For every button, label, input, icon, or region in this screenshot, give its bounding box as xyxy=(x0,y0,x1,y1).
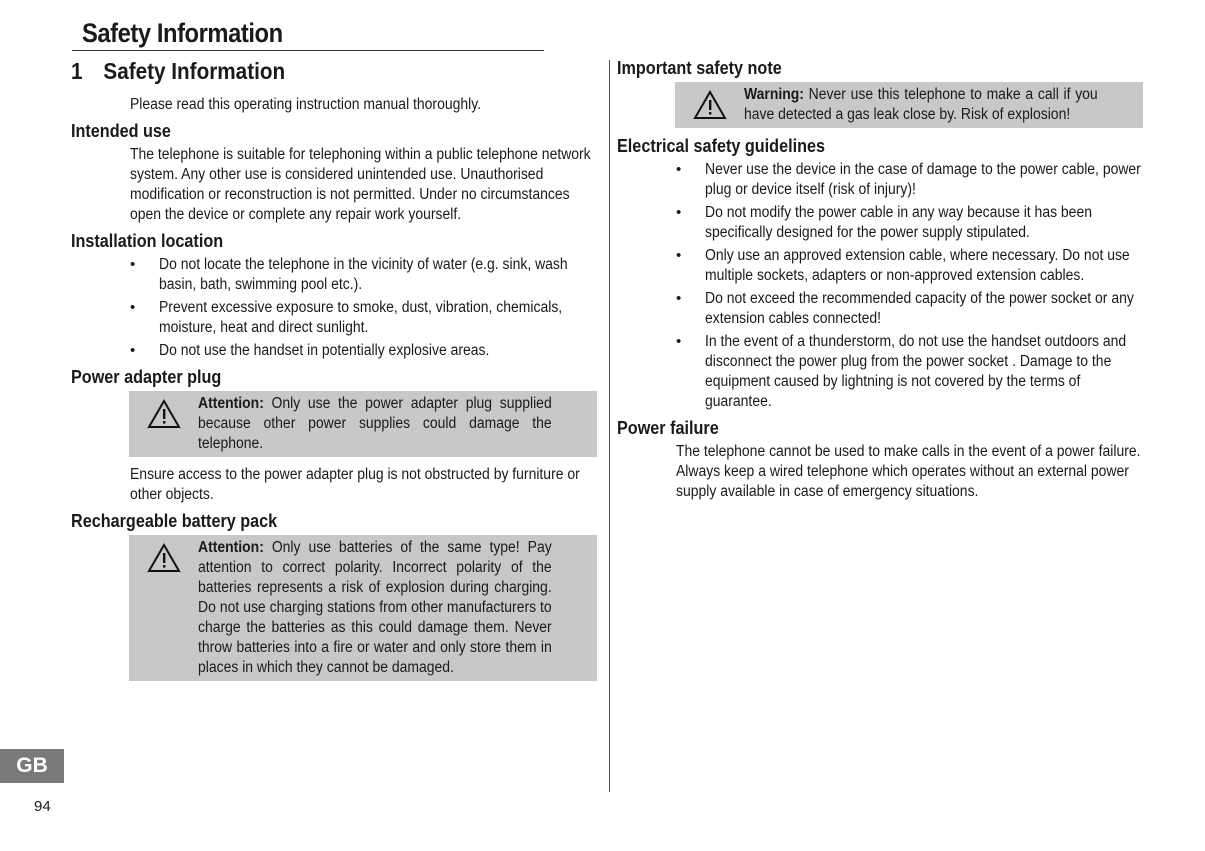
notice-label: Attention: xyxy=(198,395,264,412)
power-failure-text: The telephone cannot be used to make calls in the event of a power failure. Always keep a wired telephone which operates without an external power supply available in case of emergency situations. xyxy=(676,443,1141,500)
notice-label: Warning: xyxy=(744,86,804,103)
installation-list xyxy=(71,255,601,361)
heading-rechargeable-battery: Rechargeable battery pack xyxy=(71,511,278,531)
list-item: • Never use the device in the case of damage to the power cable, power plug or device itself (risk of injury)! xyxy=(676,161,1141,198)
warning-triangle-icon xyxy=(129,538,198,573)
intended-use-text: The telephone is suitable for telephoning within a public telephone network system. Any other use is considered unintended use. Unauthorised modification or reconstruction is not permitted. Under no circumstances open the device or complete any repair work yourself. xyxy=(130,146,591,223)
notice-body: Only use the power adapter plug supplied because other power supplies could damage the telephone. xyxy=(198,395,552,452)
notice-text xyxy=(198,394,552,454)
list-item: • Only use an approved extension cable, where necessary. Do not use multiple sockets, adapters or non-approved extension cables. xyxy=(676,247,1130,284)
chapter-number: 1 xyxy=(71,58,83,84)
page-header xyxy=(72,18,544,51)
right-column xyxy=(617,58,1147,508)
heading-important-safety-note: Important safety note xyxy=(617,58,782,78)
heading-electrical-safety: Electrical safety guidelines xyxy=(617,136,825,156)
column-divider xyxy=(609,60,610,792)
warning-triangle-icon xyxy=(129,394,198,429)
heading-intended-use: Intended use xyxy=(71,121,171,141)
bullet-icon: • xyxy=(130,299,136,316)
list-item: • Do not locate the telephone in the vicinity of water (e.g. sink, wash basin, bath, swimming pool etc.). xyxy=(130,256,568,293)
chapter-title xyxy=(71,58,548,85)
chapter-title-text: Safety Information xyxy=(103,58,286,84)
notice-label: Attention: xyxy=(198,539,264,556)
attention-notice-battery xyxy=(129,535,597,681)
warning-triangle-icon xyxy=(675,85,744,120)
attention-notice-power-adapter xyxy=(129,391,597,457)
power-adapter-text: Ensure access to the power adapter plug is not obstructed by furniture or other objects. xyxy=(130,466,580,503)
page-number: 94 xyxy=(34,798,51,815)
bullet-icon: • xyxy=(676,333,682,350)
list-item: • Do not modify the power cable in any way because it has been specifically designed for the power supply stipulated. xyxy=(676,204,1092,241)
bullet-icon: • xyxy=(130,342,136,359)
page-title: Safety Information xyxy=(82,18,283,48)
bullet-icon: • xyxy=(676,290,682,307)
notice-body: Never use this telephone to make a call if you have detected a gas leak close by. Risk of explosion! xyxy=(744,86,1098,123)
language-badge: GB xyxy=(0,749,64,783)
bullet-icon: • xyxy=(676,247,682,264)
heading-power-adapter-plug: Power adapter plug xyxy=(71,367,222,387)
bullet-icon: • xyxy=(676,161,682,178)
notice-text xyxy=(744,85,1098,125)
electrical-list xyxy=(617,160,1147,412)
notice-body: Only use batteries of the same type! Pay attention to correct polarity. Incorrect polarity of the batteries represents a risk of explosion during charging. Do not use charging stations from other manufacturers to charge the batteries as this could damage them. Never throw batteries into a fire or water and only store them in places in which they cannot be damaged. xyxy=(198,539,552,676)
list-item: • Do not exceed the recommended capacity of the power socket or any extension cables connected! xyxy=(676,290,1134,327)
bullet-icon: • xyxy=(676,204,682,221)
left-column xyxy=(71,58,601,689)
heading-installation-location: Installation location xyxy=(71,231,224,251)
list-item: • In the event of a thunderstorm, do not use the handset outdoors and disconnect the power plug from the power socket . Damage to the equipment caused by lightning is not covered by the terms of guarantee. xyxy=(676,333,1127,410)
heading-power-failure: Power failure xyxy=(617,418,719,438)
list-item: • Prevent excessive exposure to smoke, dust, vibration, chemicals, moisture, heat and direct sunlight. xyxy=(130,299,563,336)
list-item: • Do not use the handset in potentially explosive areas. xyxy=(130,342,490,359)
bullet-icon: • xyxy=(130,256,136,273)
intro-text: Please read this operating instruction manual thoroughly. xyxy=(130,96,482,113)
notice-text xyxy=(198,538,552,678)
warning-notice-gas-leak xyxy=(675,82,1143,128)
